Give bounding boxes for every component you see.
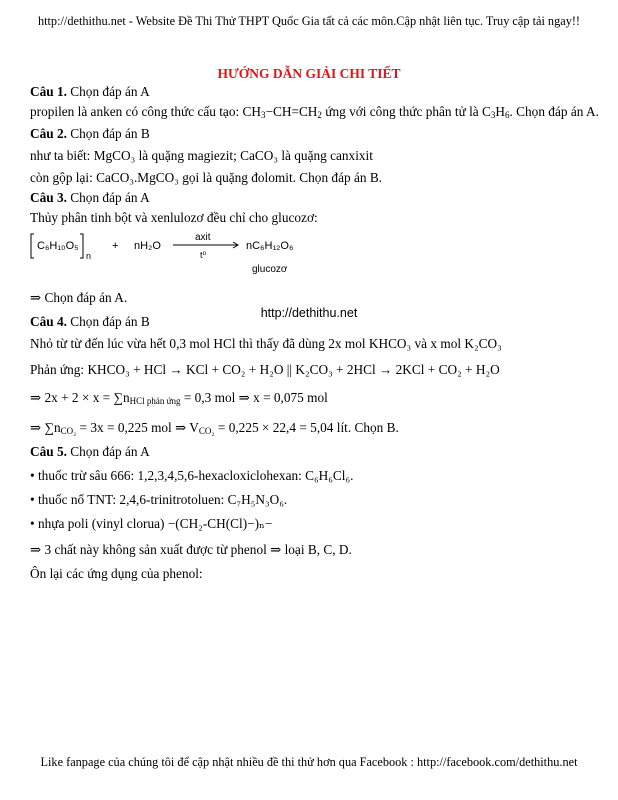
reactant-1: C₆H₁₀O₅ (37, 240, 79, 252)
q1-text-part: propilen là anken có công thức cấu tạo: CH (30, 104, 261, 119)
right-bracket (80, 234, 83, 258)
q1-text-part: ứng với công thức phân tử là C (321, 104, 491, 119)
question-5-line-2: • thuốc nổ TNT: 2,4,6-trinitrotoluen: C₇H₅N₃O₆. (30, 492, 288, 507)
hydrolysis-reaction-equation (30, 228, 430, 278)
question-3-line-1: Thủy phân tinh bột và xenlulozơ đều chỉ cho glucozơ: (30, 210, 318, 225)
question-4-heading (30, 314, 150, 330)
watermark-url: http://dethithu.net (260, 306, 358, 320)
page-title: HƯỚNG DẪN GIẢI CHI TIẾT (217, 66, 401, 81)
q4-line3-part: = 0,3 mol ⇒ x = 0,075 mol (180, 390, 328, 405)
plus-sign: + (112, 240, 119, 252)
question-3-heading (30, 190, 150, 206)
question-1-text: propilen là anken có công thức cấu tạo: $CH_3-CH=CH_2$ ứng với công thức phân tử là $C_3H_6$. Chọn đáp án A. (30, 104, 599, 120)
question-4-line-2: Phản ứng: KHCO₃ + HCl → KCl + CO₂ + H₂O || K₂CO₃ + 2HCl → 2KCl + CO₂ + H₂O (30, 362, 500, 377)
question-3-label: Câu 3. (30, 190, 67, 205)
condition-below: t⁰ (200, 250, 207, 260)
polymer-n: n (86, 251, 92, 261)
question-2-label: Câu 2. (30, 126, 67, 141)
question-5-line-5: Ôn lại các ứng dụng của phenol: (30, 566, 203, 581)
q4-line4-part: ⇒ ∑n (30, 420, 61, 435)
q4-line3-part: ⇒ 2x + 2 × x = ∑n (30, 390, 130, 405)
question-5-label: Câu 5. (30, 444, 67, 459)
question-4-label: Câu 4. (30, 314, 67, 329)
q1-text-part: H (495, 104, 506, 119)
q1-text-part: . Chọn đáp án A. (509, 104, 599, 119)
q4-line4-subscript: CO₂ (198, 426, 215, 436)
question-2-line-1: như ta biết: MgCO₃ là quặng magiezit; CaCO₃ là quặng canxixit (30, 148, 373, 163)
q4-line4-part: = 0,225 × 22,4 = 5,04 lít. Chọn B. (214, 420, 399, 435)
question-4-line-3 (30, 390, 328, 406)
question-2-line-2: còn gộp lại: CaCO₃.MgCO₃ gọi là quặng đolomit. Chọn đáp án B. (30, 170, 383, 185)
question-5-line-4: ⇒ 3 chất này không sản xuất được từ phenol ⇒ loại B, C, D. (30, 542, 352, 557)
product: nC₆H₁₂O₆ (246, 240, 294, 252)
question-1-answer: Chọn đáp án A (70, 84, 150, 99)
q4-line4-subscript: CO₂ (60, 426, 77, 436)
product-name: glucozơ (252, 264, 288, 275)
question-1-heading (30, 84, 150, 100)
question-4-line-1: Nhỏ từ từ đến lúc vừa hết 0,3 mol HCl thì thấy đã dùng 2x mol KHCO₃ và x mol K₂CO₃ (30, 336, 502, 351)
reactant-2: nH₂O (134, 240, 161, 252)
question-3-conclusion: ⇒ Chọn đáp án A. (30, 290, 128, 305)
condition-above: axit (195, 232, 211, 243)
page-footer: Like fanpage của chúng tôi để cập nhật nhiều đề thi thử hơn qua Facebook : http://facebook.com/dethithu.net (40, 755, 578, 769)
question-5-heading (30, 444, 150, 460)
question-2-heading (30, 126, 150, 142)
q4-line4-part: = 3x = 0,225 mol ⇒ V (76, 420, 199, 435)
question-5-answer: Chọn đáp án A (70, 444, 150, 459)
question-2-answer: Chọn đáp án B (70, 126, 150, 141)
q4-line3-subscript: HCl phản ứng (129, 396, 181, 406)
page-header: http://dethithu.net - Website Đề Thi Thử THPT Quốc Gia tất cả các môn.Cập nhật liên tục. Truy cập tải ngay!! (37, 14, 581, 28)
q1-text-part: −CH=CH (265, 104, 318, 119)
left-bracket (31, 234, 34, 258)
question-3-answer: Chọn đáp án A (70, 190, 150, 205)
question-1-label: Câu 1. (30, 84, 67, 99)
question-5-line-1: • thuốc trừ sâu 666: 1,2,3,4,5,6-hexacloxiclohexan: C₆H₆Cl₆. (30, 468, 354, 483)
question-5-line-3: • nhựa poli (vinyl clorua) −(CH₂-CH(Cl)−)ₙ− (30, 516, 273, 531)
question-4-line-4 (30, 420, 399, 436)
question-4-answer: Chọn đáp án B (70, 314, 150, 329)
